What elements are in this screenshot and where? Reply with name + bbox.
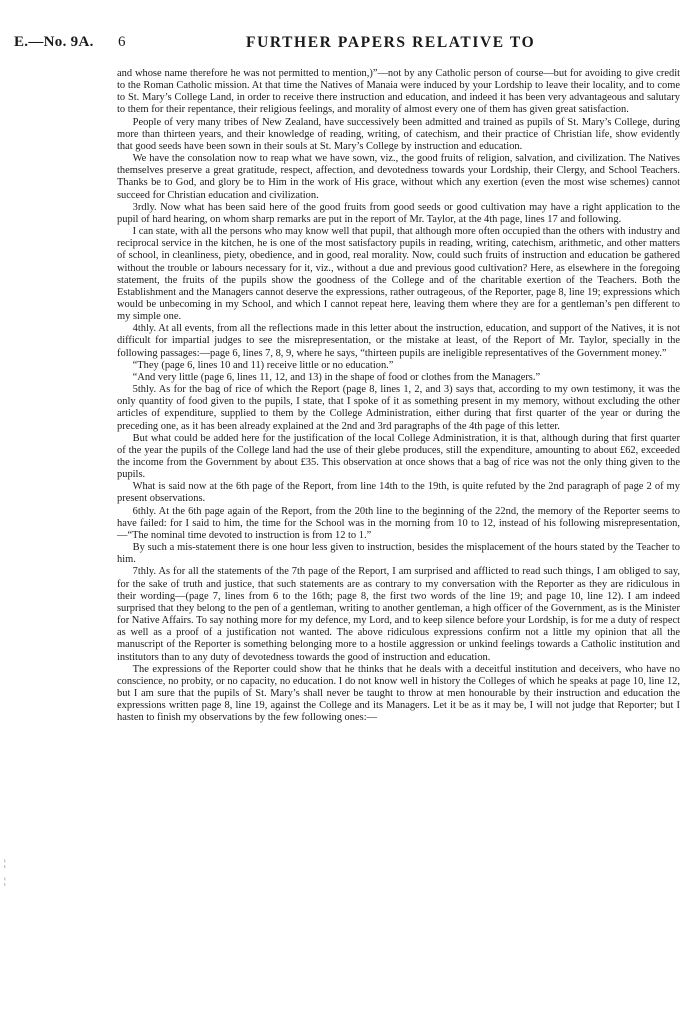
running-title: FURTHER PAPERS RELATIVE TO <box>246 34 536 51</box>
paragraph: 3rdly. Now what has been said here of the good fruits from good seeds or good cultivation may have a right application to the pupil of hard hearing, on whom sharp remarks are put in the report of Mr. Taylor, at the 4th page, lines 17 and following. <box>117 201 680 225</box>
paragraph: By such a mis-statement there is one hour less given to instruction, besides the misplacement of the hours stated by the Teacher to him. <box>117 542 680 566</box>
margin-mark: ¦ <box>4 858 6 868</box>
document-reference: E.—No. 9A. <box>14 34 94 50</box>
paragraph: We have the consolation now to reap what we have sown, viz., the good fruits of religion, salvation, and civilization. The Natives themselves preserve a great gratitude, respect, affection, and devotedness towards your Lordship, their Clergy, and School Teachers. Thanks be to God, and glory be to Him in the work of His grace, without which any exertion (even the most wise schemes) cannot succeed for Christian education and civilization. <box>117 153 680 201</box>
margin-mark: ¦ <box>4 876 6 886</box>
paragraph: But what could be added here for the justification of the local College Administration, it is that, although during that first quarter of the year the pupils of the College land had the use of their glebe produces, still the expenditure, amounting to about £62, exceeded the income from the Government by about £35. This observation at once shows that a bag of rice was not the only thing given to the pupils. <box>117 432 680 481</box>
paragraph: “And very little (page 6, lines 11, 12, and 13) in the shape of food or clothes from the Managers.” <box>132 371 541 383</box>
paragraph: “They (page 6, lines 10 and 11) receive little or no education.” <box>132 359 394 371</box>
paragraph: The expressions of the Reporter could show that he thinks that he deals with a deceitful institution and deceivers, who have no conscience, no probity, or no capacity, no education. I do not know well in history the Colleges of which he speaks at page 10, line 12, but I am sure that the pupils of St. Mary’s shall never be taught to throw at men honourable by their instruction and education the expressions written page 8, line 19, against the College and its Managers. Let it be as it may be, I will not judge that Reporter; but I hasten to finish my observations by the few following ones:— <box>117 663 680 724</box>
paragraph: 6thly. At the 6th page again of the Report, from the 20th line to the beginning of the 22nd, the memory of the Reporter seems to have failed: for I said to him, the time for the School was in the morning from 10 to 12, instead of his following misrepresentation,—“The nominal time devoted to instruction is from 12 to 1.” <box>117 505 680 541</box>
running-header <box>14 34 686 54</box>
paragraph: and whose name therefore he was not permitted to mention,)”—not by any Catholic person of course—but for avoiding to give credit to the Roman Catholic mission. At that time the Natives of Manaia were induced by your Lordship to leave their locality, and to come to St. Mary’s College Land, in order to receive there instruction and education, and indeed it has been very advantageous and salutary to them for their repentance, their religious feelings, and morality of almost every one of them has given great satisfaction. <box>117 68 680 116</box>
paragraph: I can state, with all the persons who may know well that pupil, that although more often occupied than the others with industry and reciprocal service in the kitchen, he is one of the most satisfactory pupils in reading, writing, catechism, arithmetic, and other matters of school, in cleanliness, piety, obedience, and in good, real morality. Now, could such fruits of instruction and education be gathered without the trouble or labours necessary for it, viz., without a due and previous good cultivation? Here, as elsewhere in the foregoing statement, the fruits of the pupils show the goodness of the College and of the charitable exertion of the Teachers. Both the Establishment and the Managers cannot deserve the expressions, rather outrageous, of the Reporter, page 8, line 19; expressions which would be unbecoming in my School, and which I cannot repeat here, leaving them where they are for a gentleman’s pen different to my simple one. <box>117 226 680 323</box>
paragraph: 7thly. As for all the statements of the 7th page of the Report, I am surprised and afflicted to read such things, I am obliged to say, for the sake of truth and justice, that such statements are as contrary to my conversation with the Reporter as they are ridiculous in their wording—(page 7, lines from 6 to the 16th; page 8, the first two words of the line 19; and page 10, line 12). I am indeed surprised that they belong to the pen of a gentleman, writing to another gentleman, a high officer of the Government, as is the Minister for Native Affairs. To say nothing more for my defence, my Lord, and to keep silence before your Lordship, is for me a duty of respect as well as a proof of a justification not wanted. The above ridiculous expressions confirm not a little my opinion that all the manuscript of the Reporter is something belonging more to a hostile aggression or unkind feelings towards a Catholic institution and institutors than to any duty of devotedness towards the good of instruction and education. <box>117 566 680 663</box>
paragraph: 4thly. At all events, from all the reflections made in this letter about the instruction, education, and support of the Natives, it is not difficult for impartial judges to see the misrepresentation, or the mistake at least, of the Report of Mr. Taylor, specially in the following passages:—page 6, lines 7, 8, 9, where he says, “thirteen pupils are ineligible representatives of the Government money.” <box>117 323 680 359</box>
body-text <box>117 68 680 724</box>
page-number: 6 <box>118 34 126 50</box>
paragraph: People of very many tribes of New Zealand, have successively been admitted and trained as pupils of St. Mary’s College, during more than thirteen years, and their knowledge of reading, writing, of catechism, and their practice of Christian life, show evidently that good seeds have been sown in their souls at St. Mary’s College by instruction and education. <box>117 116 680 152</box>
paragraph: What is said now at the 6th page of the Report, from line 14th to the 19th, is quite refuted by the 2nd paragraph of page 2 of my present observations. <box>117 481 680 505</box>
paragraph: 5thly. As for the bag of rice of which the Report (page 8, lines 1, 2, and 3) says that, according to my own testimony, it was the only quantity of food given to the pupils, I state, that I spoke of it as something present in my memory, without excluding the other articles of expenditure, supplied to them by the College Administration, either during that first quarter of the year or during the preceding one, as it has been already explained at the 2nd and 3rd paragraphs of the 4th page of this letter. <box>117 384 680 432</box>
